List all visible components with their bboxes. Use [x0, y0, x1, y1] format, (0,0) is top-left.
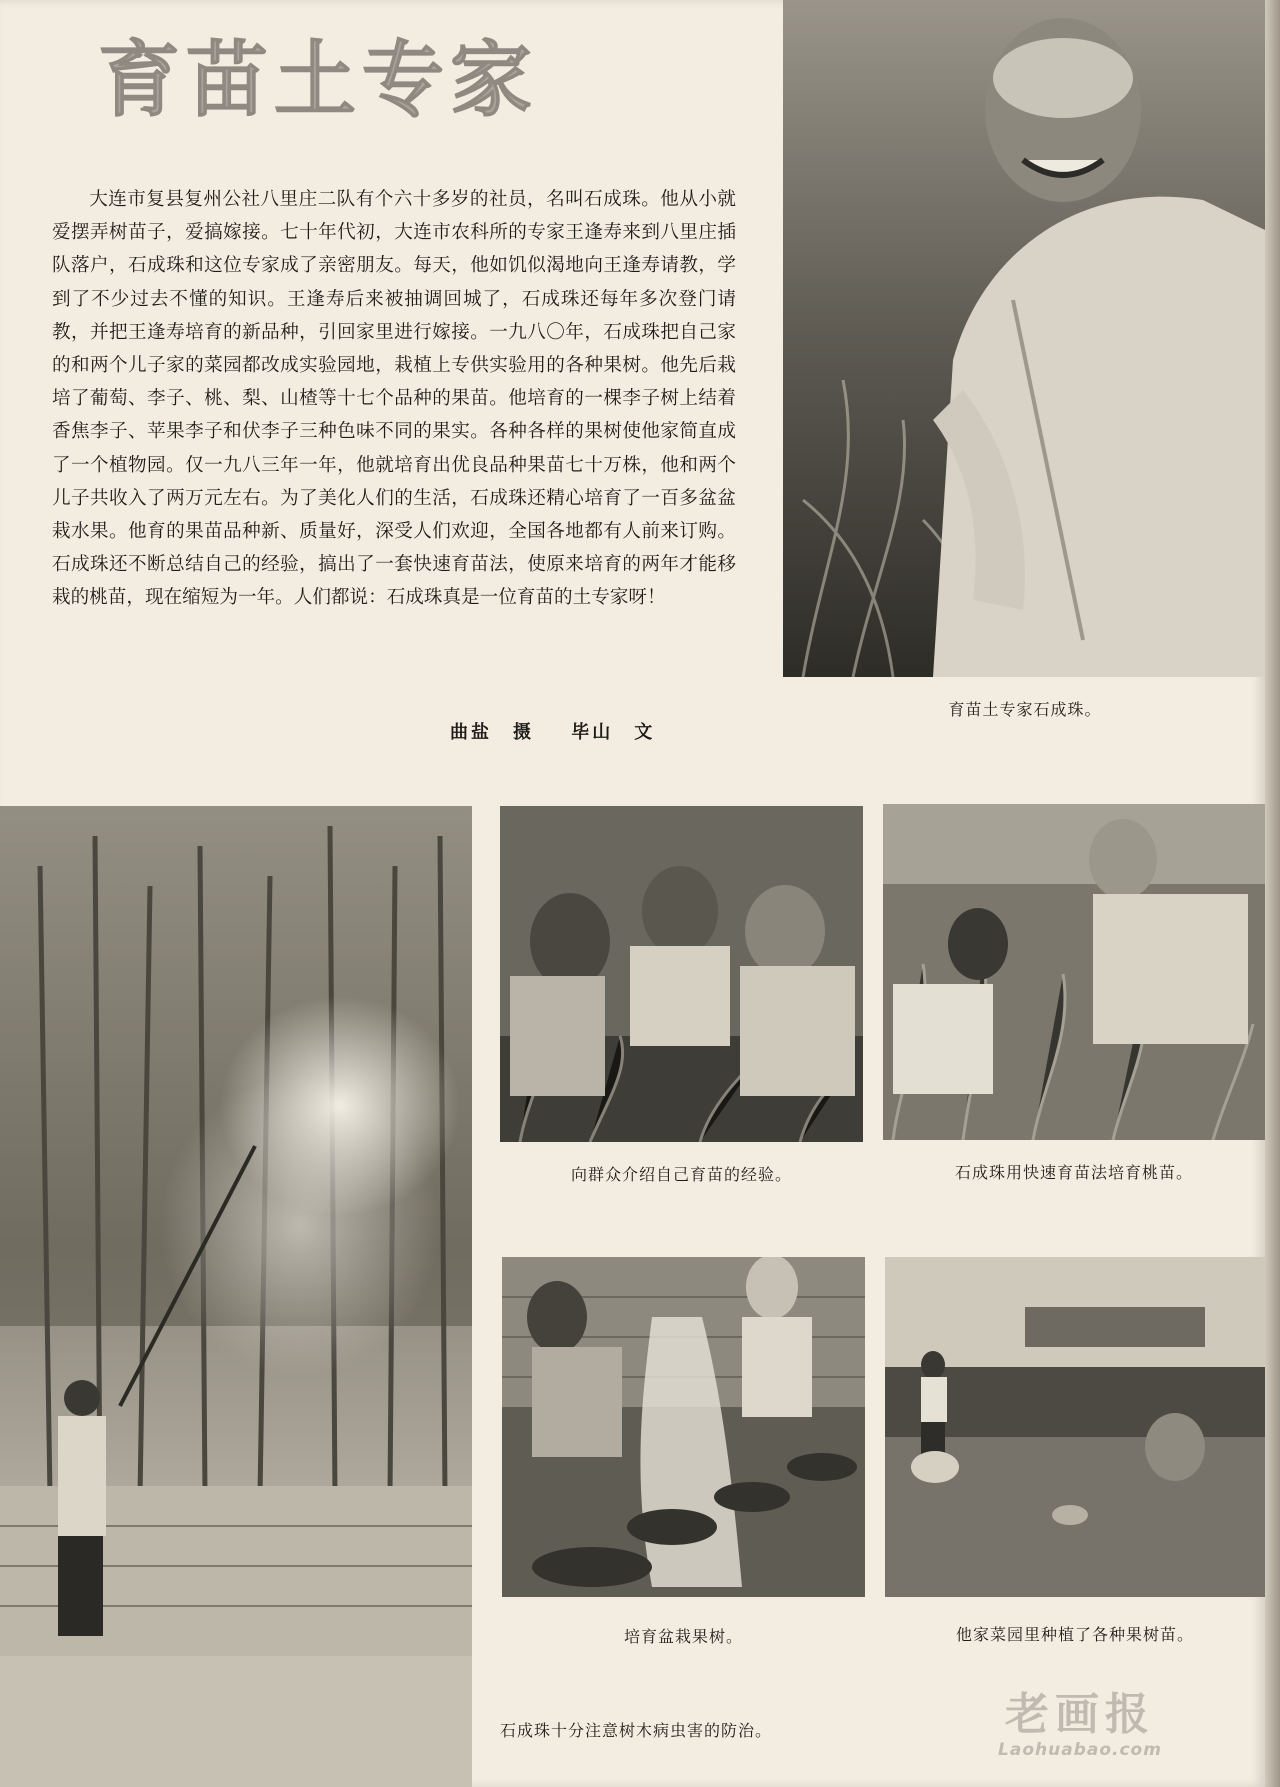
peach-photo — [883, 804, 1265, 1140]
writer-credit: 毕山 文 — [571, 722, 656, 743]
page-binding-edge — [1265, 0, 1280, 1787]
watermark-cn: 老画报 — [1005, 1689, 1155, 1740]
watermark-logo — [960, 1690, 1200, 1770]
portrait-caption: 育苗土专家石成珠。 — [948, 700, 1102, 719]
page-title: 育苗土专家 — [98, 33, 539, 128]
garden-caption: 他家菜园里种植了各种果树苗。 — [955, 1625, 1194, 1644]
introducing-caption: 向群众介绍自己育苗的经验。 — [570, 1165, 792, 1184]
portrait-photo — [783, 0, 1265, 677]
peach-caption: 石成珠用快速育苗法培育桃苗。 — [954, 1163, 1193, 1182]
introducing-photo — [500, 806, 863, 1142]
spraying-caption: 石成珠十分注意树木病虫害的防治。 — [500, 1721, 773, 1740]
article-body: 大连市复县复州公社八里庄二队有个六十多岁的社员，名叫石成珠。他从小就爱摆弄树苗子，爱搞嫁接。七十年代初，大连市农科所的专家王逢寿来到八里庄插队落户，石成珠和这位专家成了亲密朋友。每天，他如饥似渴地向王逢寿请教，学到了不少过去不懂的知识。王逢寿后来被抽调回城了，石成珠还每年多次登门请教，并把王逢寿培育的新品种，引回家里进行嫁接。一九八〇年，石成珠把自己家的和两个儿子家的菜园都改成实验园地，栽植上专供实验用的各种果树。他先后栽培了葡萄、李子、桃、梨、山楂等十七个品种的果苗。他培育的一棵李子树上结着香焦李子、苹果李子和伏李子三种色味不同的果实。各种各样的果树使他家简直成了一个植物园。仅一九八三年一年，他就培育出优良品种果苗七十万株，他和两个儿子共收入了两万元左右。为了美化人们的生活，石成珠还精心培育了一百多盆盆栽水果。他育的果苗品种新、质量好，深受人们欢迎，全国各地都有人前来订购。石成珠还不断总结自己的经验，搞出了一套快速育苗法，使原来培育的两年才能移栽的桃苗，现在缩短为一年。人们都说：石成珠真是一位育苗的土专家呀！ — [52, 189, 736, 609]
spraying-photo — [0, 806, 472, 1787]
article-credits — [450, 718, 710, 744]
potted-trees-caption: 培育盆栽果树。 — [623, 1627, 743, 1646]
garden-photo — [885, 1257, 1265, 1597]
potted-trees-photo — [502, 1257, 865, 1597]
watermark-en: Laohuabao.com — [998, 1740, 1162, 1760]
photographer-credit: 曲盐 摄 — [450, 722, 534, 743]
